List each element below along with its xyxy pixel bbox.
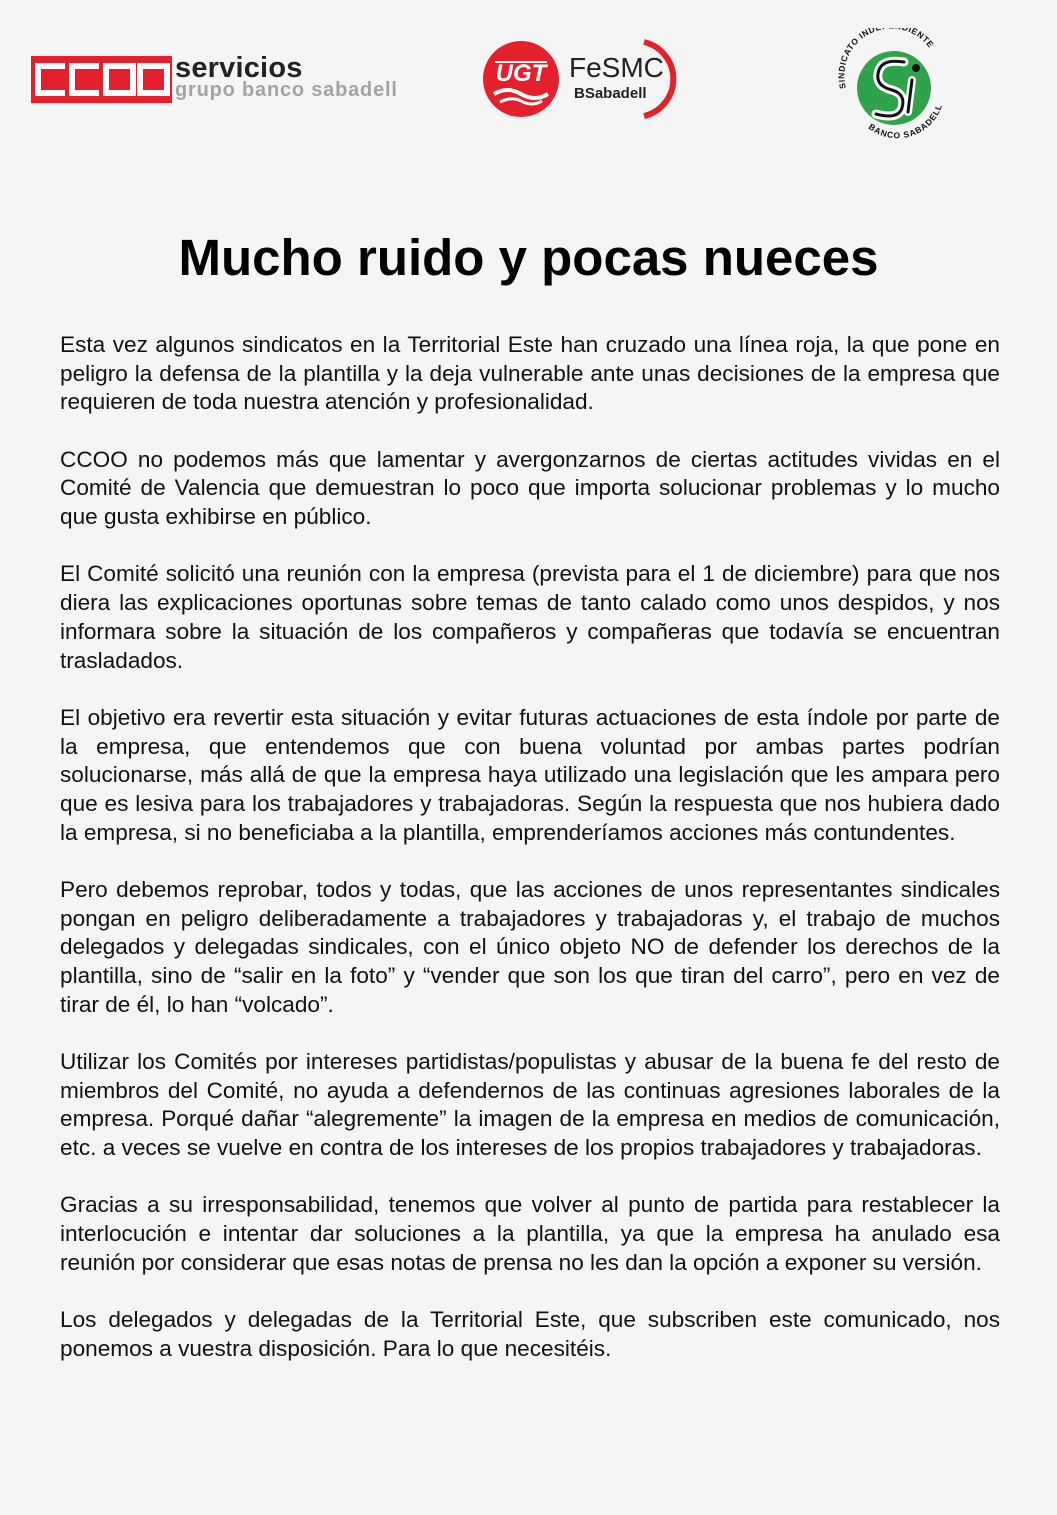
si-sindicato-logo <box>832 28 954 140</box>
document-title: Mucho ruido y pocas nueces <box>178 229 879 286</box>
body-paragraph: CCOO no podemos más que lamentar y avergonzarnos de ciertas actitudes vividas en el Comité de Valencia que demuestran lo poco que importa solucionar problemas y lo mucho que gusta exhibirse en público. <box>60 446 1000 530</box>
body-paragraph: El objetivo era revertir esta situación y evitar futuras actuaciones de esta índole por parte de la empresa, que entendemos que con buena voluntad por ambas partes podrían solucionarse, más allá de que la empresa haya utilizado una legislación que les ampara pero que es lesiva para los trabajadores y trabajadoras. Según la respuesta que nos hubiera dado la empresa, si no beneficiaba a la plantilla, emprenderíamos acciones más contundentes. <box>60 704 1000 845</box>
ccoo-logo-subtitle: grupo banco sabadell <box>175 79 398 101</box>
body-paragraph: Utilizar los Comités por intereses partidistas/populistas y abusar de la buena fe del resto de miembros del Comité, no ayuda a defendernos de las continuas agresiones laborales de la empresa. Porqué dañar “alegremente” la imagen de la empresa en medios de comunicación, etc. a veces se vuelve en contra de los intereses de los propios trabajadores y trabajadoras. <box>60 1049 1000 1161</box>
document-body <box>60 331 1000 1392</box>
body-paragraph: Esta vez algunos sindicatos en la Territorial Este han cruzado una línea roja, la que pone en peligro la defensa de la plantilla y la deja vulnerable ante unas decisiones de la empresa que requieren de toda nuestra atención y profesionalidad. <box>60 332 1000 415</box>
ugt-logo-title: FeSMC <box>569 52 664 83</box>
body-paragraph: Pero debemos reprobar, todos y todas, que las acciones de unos representantes sindicales pongan en peligro deliberadamente a trabajadores y trabajadoras y, el trabajo de muchos delegados y delegadas sindicales, con el único objeto NO de defender los derechos de la plantilla, sino de “salir en la foto” y “vender que son los que tiran del carro”, pero en vez de tirar de él, lo han “volcado”. <box>60 876 1000 1017</box>
svg-text:BANCO SABADELL: BANCO SABADELL <box>866 102 945 140</box>
ccoo-logo-title: servicios <box>175 52 303 84</box>
ugt-logo-subtitle: BSabadell <box>574 85 647 102</box>
ccoo-logo-mark <box>31 56 172 103</box>
letterhead <box>0 0 1057 160</box>
si-emblem-icon <box>832 28 954 140</box>
ccoo-servicios-logo <box>31 52 403 106</box>
body-paragraph: Los delegados y delegadas de la Territorial Este, que subscriben este comunicado, nos ponemos a vuestra disposición. Para lo que necesitéis. <box>60 1307 1000 1361</box>
svg-text:UGT: UGT <box>495 60 547 87</box>
ugt-fesmc-logo <box>482 38 692 120</box>
svg-text:SINDICATO INDEPENDIENTE: SINDICATO IND IENTE <box>836 28 937 90</box>
body-paragraph: El Comité solicitó una reunión con la empresa (prevista para el 1 de diciembre) para que nos diera las explicaciones oportunas sobre temas de tanto calado como unos despidos, y nos informara sobre la situación de los compañeros y compañeras que todavía se encuentran trasladados. <box>60 561 1000 673</box>
ccoo-lettering-icon <box>31 56 172 103</box>
body-paragraph: Gracias a su irresponsabilidad, tenemos que volver al punto de partida para restablecer la interlocución e intentar dar soluciones a la plantilla, ya que la empresa ha anulado esa reunión por considerar que esas notas de prensa no les dan la opción a exponer su versión. <box>60 1192 1000 1275</box>
